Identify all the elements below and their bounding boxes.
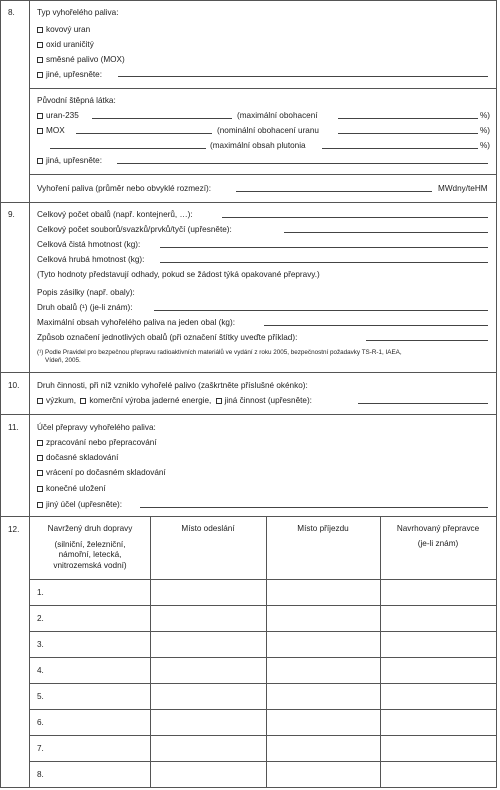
- option-label: jiná činnost (upřesněte):: [224, 396, 312, 405]
- gross-mass-label: Celková hrubá hmotnost (kg):: [37, 255, 145, 264]
- table-row-divider: [29, 735, 496, 736]
- option-metal-uranium[interactable]: [37, 25, 90, 34]
- checkbox[interactable]: [37, 470, 43, 476]
- table-row-number: 6.: [37, 718, 44, 727]
- option-label: komerční výroba jaderné energie,: [89, 396, 212, 405]
- table-row-divider: [29, 605, 496, 606]
- checkbox-research[interactable]: [37, 398, 43, 404]
- checkbox[interactable]: [37, 502, 43, 508]
- activity-title: Druh činnosti, při níž vzniklo vyhořelé palivo (zaškrtněte příslušné okénko):: [37, 381, 308, 390]
- table-col-divider: [380, 516, 381, 788]
- other-fuel-field[interactable]: [118, 76, 488, 77]
- section-divider: [0, 372, 497, 373]
- table-row-divider: [29, 657, 496, 658]
- checkbox[interactable]: [37, 486, 43, 492]
- option-processing[interactable]: [37, 438, 157, 447]
- option-label: jiný účel (upřesněte):: [46, 500, 122, 509]
- option-other-fissile[interactable]: [37, 156, 102, 165]
- table-row-divider: [29, 683, 496, 684]
- burnup-unit: MWdny/teHM: [438, 184, 488, 193]
- divider: [29, 88, 496, 89]
- header-transport-mode: [33, 524, 147, 571]
- u235-field[interactable]: [92, 118, 232, 119]
- table-row-number: 5.: [37, 692, 44, 701]
- max-content-label: Maximální obsah vyhořelého paliva na jeden obal (kg):: [37, 318, 235, 327]
- number-column-divider: [29, 0, 30, 788]
- marking-label: Způsob označení jednotlivých obalů (při označení štítky uveďte příklad):: [37, 333, 298, 342]
- other-fissile-field[interactable]: [117, 163, 488, 164]
- option-label: jiné, upřesněte:: [46, 70, 102, 79]
- mox-field[interactable]: [76, 133, 212, 134]
- table-col-divider: [266, 516, 267, 788]
- nominal-enrichment-field[interactable]: [338, 133, 478, 134]
- table-row-number: 1.: [37, 588, 44, 597]
- table-row-divider: [29, 709, 496, 710]
- option-label: kovový uran: [46, 25, 91, 34]
- net-mass-label: Celková čistá hmotnost (kg):: [37, 240, 141, 249]
- option-label: vrácení po dočasném skladování: [46, 468, 166, 477]
- header-sublabel: (je-li znám): [417, 538, 459, 548]
- other-activity-field[interactable]: [358, 403, 488, 404]
- header-carrier: [381, 524, 495, 549]
- net-mass-field[interactable]: [160, 247, 488, 248]
- package-type-label: Druh obalů (¹) (je-li znám):: [37, 303, 133, 312]
- max-plutonium-label: (maximální obsah plutonia: [210, 141, 306, 150]
- table-row-number: 2.: [37, 614, 44, 623]
- max-plutonium-field[interactable]: [322, 148, 478, 149]
- section-divider: [0, 414, 497, 415]
- max-enrichment-field[interactable]: [338, 118, 478, 119]
- option-mox-fissile[interactable]: [37, 126, 65, 135]
- option-label: zpracování nebo přepracování: [46, 438, 157, 447]
- option-return[interactable]: [37, 468, 166, 477]
- section-9-number: 9.: [8, 210, 15, 219]
- percent-label: %): [480, 111, 491, 120]
- option-disposal[interactable]: [37, 484, 106, 493]
- option-label: dočasné skladování: [46, 453, 119, 462]
- checkbox[interactable]: [37, 27, 43, 33]
- table-row-number: 3.: [37, 640, 44, 649]
- table-row-divider: [29, 761, 496, 762]
- marking-field[interactable]: [366, 340, 488, 341]
- checkbox[interactable]: [37, 455, 43, 461]
- option-mox[interactable]: [37, 55, 125, 64]
- mox-field-2[interactable]: [50, 148, 206, 149]
- header-origin: Místo odeslání: [181, 524, 235, 533]
- option-label: MOX: [46, 126, 65, 135]
- nominal-enrichment-label: (nominální obohacení uranu: [217, 126, 319, 135]
- max-content-field[interactable]: [264, 325, 488, 326]
- divider: [29, 174, 496, 175]
- package-type-field[interactable]: [154, 310, 488, 311]
- option-label: uran-235: [46, 111, 79, 120]
- gross-mass-field[interactable]: [160, 262, 488, 263]
- option-uranium-oxide[interactable]: [37, 40, 94, 49]
- package-count-label: Celkový počet obalů (např. kontejnerů, …):: [37, 210, 193, 219]
- option-label: konečné uložení: [46, 484, 106, 493]
- checkbox[interactable]: [37, 72, 43, 78]
- option-interim-storage[interactable]: [37, 453, 118, 462]
- assembly-count-label: Celkový počet souborů/svazků/prvků/tyčí (upřesněte):: [37, 225, 232, 234]
- table-col-divider: [150, 516, 151, 788]
- burnup-label: Vyhoření paliva (průměr nebo obvyklé rozmezí):: [37, 184, 211, 193]
- checkbox-commercial[interactable]: [80, 398, 86, 404]
- table-row-number: 7.: [37, 744, 44, 753]
- option-label: oxid uraničitý: [46, 40, 94, 49]
- header-sublabel: (silniční, železniční, námořní, letecká, vnitrozemská vodní): [53, 539, 127, 570]
- checkbox[interactable]: [37, 128, 43, 134]
- table-row-divider: [29, 631, 496, 632]
- checkbox[interactable]: [37, 158, 43, 164]
- checkbox[interactable]: [37, 57, 43, 63]
- option-other-purpose[interactable]: [37, 500, 122, 509]
- table-row-number: 4.: [37, 666, 44, 675]
- section-12-number: 12.: [8, 525, 20, 534]
- section-divider: [0, 516, 497, 517]
- checkbox-other-activity[interactable]: [216, 398, 222, 404]
- header-label: Navrhovaný přepravce: [396, 524, 480, 533]
- section-10-number: 10.: [8, 381, 20, 390]
- table-header-divider: [29, 579, 496, 580]
- max-enrichment-label: (maximální obohacení: [237, 111, 318, 120]
- section-8-number: 8.: [8, 8, 15, 17]
- option-other-fuel[interactable]: [37, 70, 102, 79]
- burnup-field[interactable]: [236, 191, 432, 192]
- fissile-title: Původní štěpná látka:: [37, 96, 116, 105]
- checkbox[interactable]: [37, 42, 43, 48]
- percent-label: %): [480, 141, 491, 150]
- option-label: jiná, upřesněte:: [46, 156, 102, 165]
- option-label: výzkum,: [46, 396, 77, 405]
- option-u235[interactable]: [37, 111, 79, 120]
- header-destination: Místo příjezdu: [297, 524, 349, 533]
- activity-options: [37, 396, 312, 405]
- header-label: Navržený druh dopravy: [47, 524, 133, 533]
- estimate-note: (Tyto hodnoty představují odhady, pokud se žádost týká opakované přepravy.): [37, 270, 320, 279]
- footnote-line-2: Vídeň, 2005.: [45, 357, 81, 364]
- option-label: směsné palivo (MOX): [46, 55, 125, 64]
- section-11-number: 11.: [8, 423, 19, 432]
- fuel-type-title: Typ vyhořelého paliva:: [37, 8, 119, 17]
- assembly-count-field[interactable]: [284, 232, 488, 233]
- description-label: Popis zásilky (např. obaly):: [37, 288, 135, 297]
- checkbox[interactable]: [37, 440, 43, 446]
- footnote-line-1: (¹) Podle Pravidel pro bezpečnou přepravu radioaktivních materiálů ve vydání z roku 2005, bezpečnostní požadavky TS-R-1, IAEA,: [37, 349, 402, 356]
- section-divider: [0, 202, 497, 203]
- checkbox[interactable]: [37, 113, 43, 119]
- purpose-title: Účel přepravy vyhořelého paliva:: [37, 423, 156, 432]
- percent-label: %): [480, 126, 491, 135]
- table-row-number: 8.: [37, 770, 44, 779]
- package-count-field[interactable]: [222, 217, 488, 218]
- other-purpose-field[interactable]: [140, 507, 488, 508]
